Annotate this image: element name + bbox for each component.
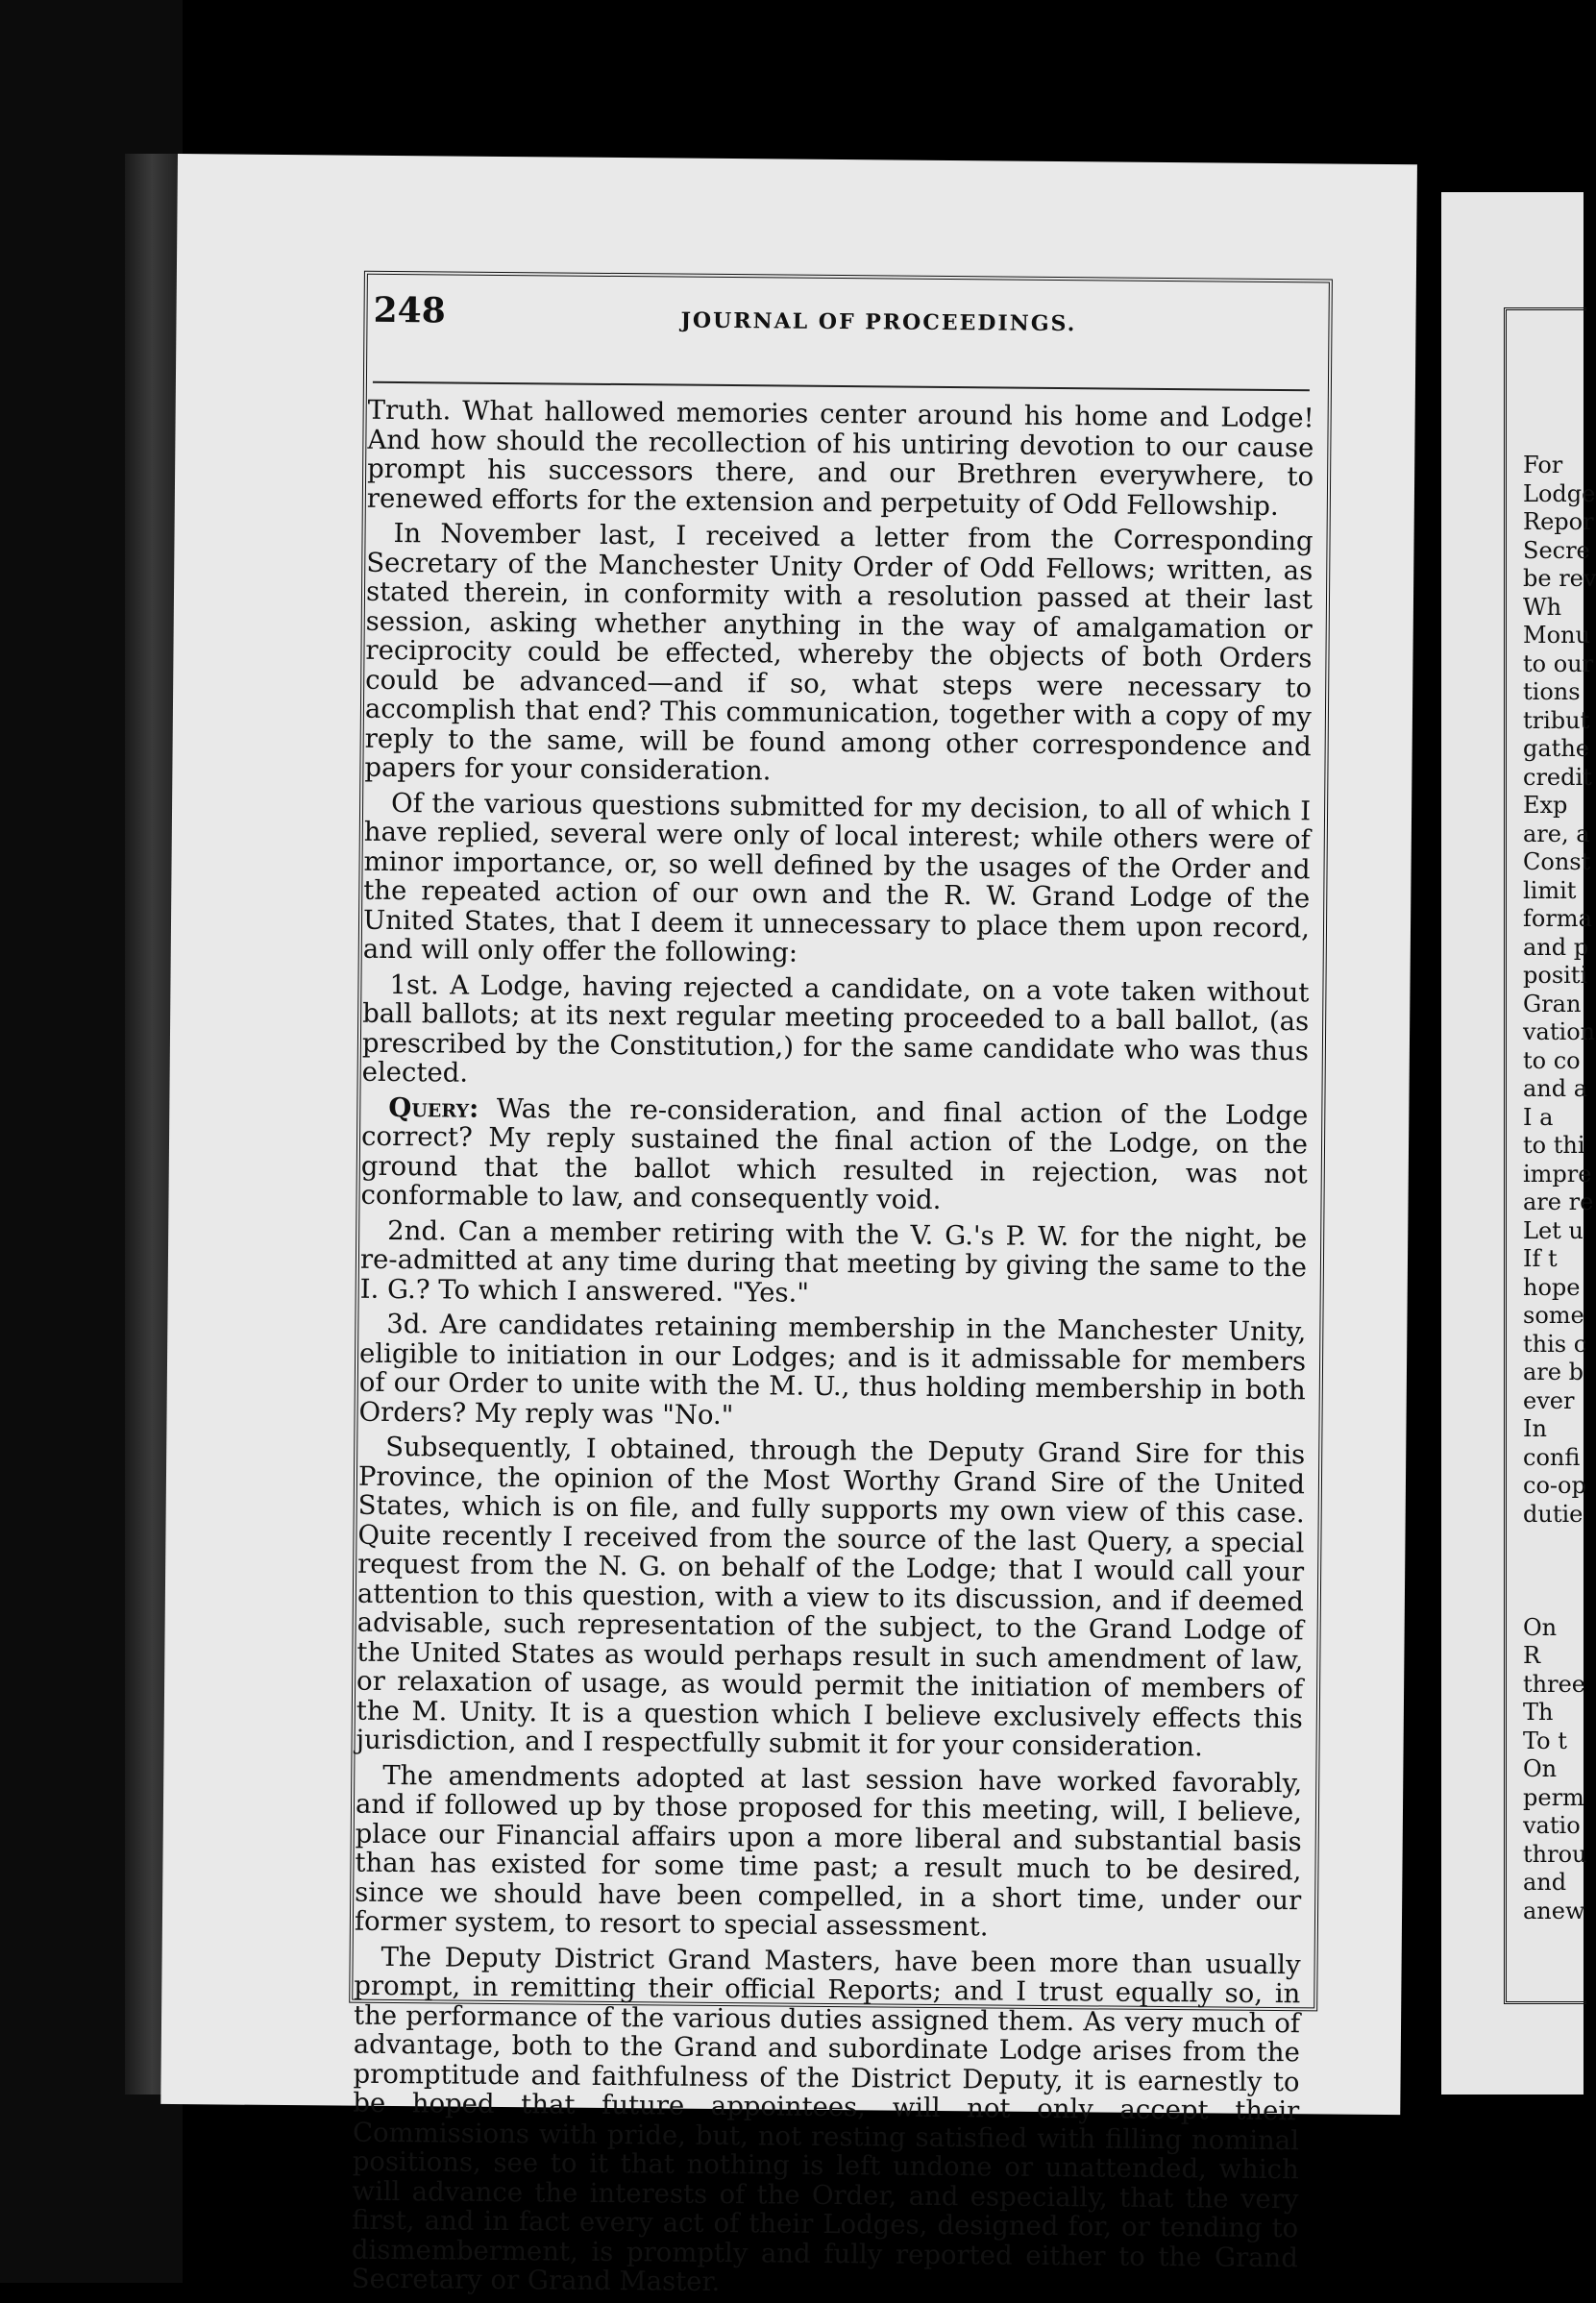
- fragment-line: are, a: [1523, 820, 1590, 847]
- paragraph: Truth. What hallowed memories center around his home and Lodge! And how should the recollection of his untiring devotion to our cause prompt his successors there, and our Brethren everywhere, to renewed efforts for the extension and perpetuity of Odd Fellowship.: [366, 394, 1314, 522]
- fragment-line: Gran: [1523, 990, 1582, 1017]
- query-text: Was the re-consideration, and final action of the Lodge correct? My reply sustained the final action of the Lodge, on the ground that the ballot which resulted in rejection, was not conformable to law, and consequently void.: [360, 1092, 1309, 1215]
- fragment-line: throu: [1523, 1840, 1587, 1868]
- page-header: [373, 290, 1310, 356]
- fragment-line: On: [1523, 1755, 1558, 1782]
- fragment-line: Let u: [1523, 1216, 1584, 1244]
- paragraph: The Deputy District Grand Masters, have been more than usually prompt, in remitting their official Reports; and I trust equally so, in the performance of the various duties assigned them. As very much of advantage, both to the Grand and subordinate Lodge arises from the promptitude and faithfulness of the District Deputy, it is earnestly to be hoped that future appointees, will not only accept their Commissions with pride, but, not resting satisfied with filling nominal positions, see to it that nothing is left undone or unattended, which will advance the interests of the Order, and especially, that the very first, and in fact every act of their Lodges, designed for, or tending to dismemberment, is promptly and fully reported either to the Grand Secretary or Grand Master.: [351, 1941, 1301, 2298]
- fragment-line: forma: [1523, 905, 1592, 932]
- fragment-line: tions: [1523, 678, 1581, 705]
- fragment-line: [1523, 1557, 1584, 1586]
- fragment-line: Lodge: [1523, 479, 1596, 507]
- fragment-line: vatio: [1523, 1812, 1581, 1839]
- fragment-line: gathe: [1523, 735, 1589, 762]
- fragment-line: to co: [1523, 1046, 1581, 1074]
- fragment-line: co-op: [1523, 1472, 1586, 1499]
- fragment-line: I a: [1523, 1103, 1554, 1131]
- fragment-line: limit: [1523, 876, 1577, 904]
- paragraph: 1st. A Lodge, having rejected a candidate, on a vote taken without ball ballots; at its next regular meeting proceeded to a ball ballot, (as prescribed by the Constitution,) for the same candidate who was thus elected.: [361, 968, 1310, 1089]
- fragment-line: and p: [1523, 933, 1589, 961]
- fragment-line: hope: [1523, 1273, 1581, 1301]
- fragment-line: vation: [1523, 1018, 1596, 1045]
- fragment-line: tribut: [1523, 706, 1590, 734]
- fragment-line: impre: [1523, 1160, 1592, 1188]
- fragment-line: are b: [1523, 1359, 1584, 1385]
- paragraph: 2nd. Can a member retiring with the V. G.'s P. W. for the night, be re-admitted at any time during that meeting by giving the same to the I. G.? To which I answered. "Yes.": [359, 1214, 1308, 1309]
- fragment-line: perm: [1523, 1783, 1584, 1811]
- query-paragraph: [360, 1092, 1308, 1218]
- fragment-line: three: [1523, 1670, 1585, 1698]
- fragment-line: On: [1523, 1613, 1558, 1641]
- fragment-line: dutie: [1523, 1500, 1584, 1528]
- right-page-text-fragments: [1523, 452, 1596, 1925]
- fragment-line: [1523, 1585, 1584, 1614]
- paragraph: The amendments adopted at last session have worked favorably, and if followed up by those proposed for this meeting, will, I believe, place our Financial affairs upon a more liberal and substantial basis than has existed for some time past; a result much to be desired, since we should have been compelled, in a short time, under our former system, to resort to special assessment.: [354, 1759, 1303, 1943]
- fragment-line: Exp: [1523, 792, 1568, 819]
- fragment-line: Repor: [1523, 508, 1594, 535]
- fragment-line: If t: [1523, 1245, 1558, 1272]
- fragment-line: to our: [1523, 649, 1594, 677]
- fragment-line: some: [1523, 1302, 1584, 1329]
- paragraph: Subsequently, I obtained, through the Deputy Grand Sire for this Province, the opinion of the Most Worthy Grand Sire of the United States, which is on file, and fully supports my own view of this case. Quite recently I received from the source of the last Query, a special request from the N. G. on behalf of the Lodge; that I would call your attention to this question, with a view to its discussion, and if deemed advisable, such representation of the subject, to the Grand Lodge of the United States as would perhaps result in such amendment of law, or relaxation of usage, as would permit the initiation of members of the M. Unity. It is a question which I believe exclusively effects this jurisdiction, and I respectfully submit it for your consideration.: [356, 1431, 1306, 1763]
- fragment-line: Monu: [1523, 622, 1590, 649]
- fragment-line: R: [1523, 1642, 1541, 1669]
- paragraph: Of the various questions submitted for my decision, to all of which I have replied, several were only of local interest; while others were of minor importance, or, so well defined by the usages of the Order and the repeated action of our own and the R. W. Grand Lodge of the United States, that I deem it unnecessary to place them upon record, and will only offer the following:: [362, 787, 1312, 968]
- fragment-line: ever: [1523, 1386, 1575, 1414]
- fragment-line: confi: [1523, 1443, 1581, 1471]
- fragment-line: anew: [1523, 1897, 1585, 1924]
- fragment-line: are re: [1523, 1188, 1594, 1215]
- fragment-line: credit: [1523, 763, 1592, 791]
- fragment-line: to thi: [1523, 1132, 1585, 1159]
- running-title: JOURNAL OF PROCEEDINGS.: [680, 307, 1077, 337]
- paragraph: In November last, I received a letter from the Corresponding Secretary of the Manchester Unity Order of Odd Fellows; written, as stated therein, in conformity with a resolution passed at their last session, asking whether anything in the way of amalgamation or reciprocity could be effected, whereby the objects of both Orders could be advanced—and if so, what steps were necessary to accomplish that end? This communication, together with a copy of my reply to the same, will be found among other correspondence and papers for your consideration.: [364, 517, 1314, 787]
- fragment-line: Secre: [1523, 536, 1590, 564]
- fragment-line: be rev: [1523, 565, 1596, 592]
- fragment-line: Th: [1523, 1699, 1554, 1726]
- query-label: Query:: [388, 1091, 479, 1124]
- fragment-line: Wh: [1523, 593, 1562, 621]
- paragraph: 3d. Are candidates retaining membership in the Manchester Unity, eligible to initiation in our Lodges; and is it admissable for members of our Order to unite with the M. U., thus holding membership in both Orders? My reply was "No.": [358, 1308, 1307, 1431]
- page-number: 248: [373, 289, 446, 331]
- fragment-line: For: [1523, 452, 1563, 478]
- fragment-line: [1523, 1529, 1584, 1557]
- fragment-line: To t: [1523, 1727, 1567, 1754]
- fragment-line: positi: [1523, 962, 1588, 989]
- fragment-line: and: [1523, 1869, 1567, 1896]
- fragment-line: Const: [1523, 848, 1591, 875]
- body-text: [351, 394, 1314, 2298]
- fragment-line: In: [1523, 1415, 1547, 1442]
- fragment-line: this c: [1523, 1330, 1587, 1358]
- fragment-line: and a: [1523, 1075, 1588, 1102]
- left-page: [160, 154, 1417, 2298]
